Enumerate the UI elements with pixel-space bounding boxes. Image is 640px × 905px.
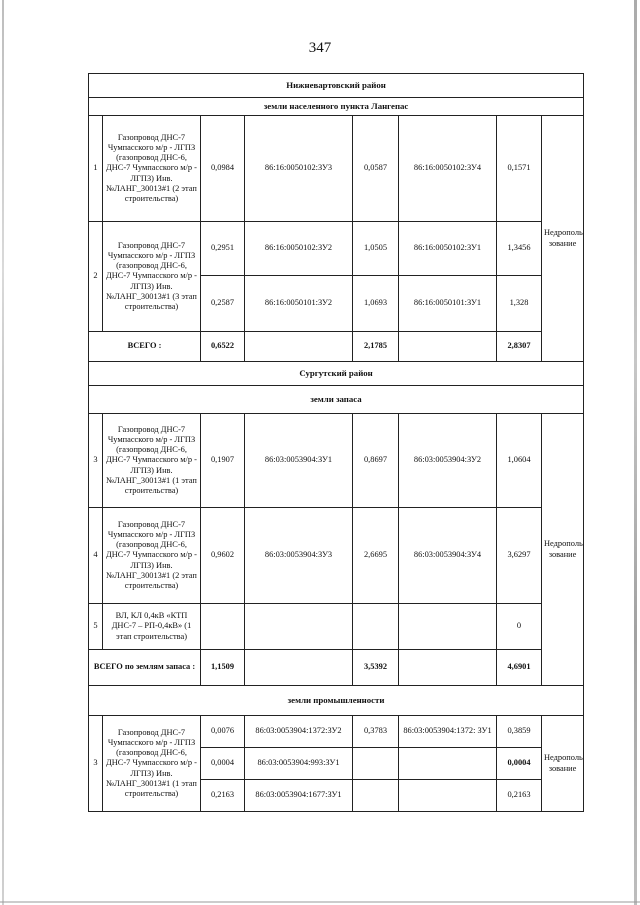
category-row <box>89 686 584 716</box>
category-row <box>89 98 584 116</box>
row-number: 3 <box>89 414 103 508</box>
total-area: 3,5392 <box>353 650 399 686</box>
area-value: 0,8697 <box>353 414 399 508</box>
object-description: Газопровод ДНС-7 Чумпасского м/р - ЛГПЗ (газопровод ДНС-6, ДНС-7 Чумпасского м/р - ЛГПЗ) Инв. №ЛАНГ_30013#1 (3 этап строительства) <box>103 222 201 332</box>
area-value: 0,0004 <box>201 748 245 780</box>
area-total: 0,2163 <box>497 780 542 812</box>
area-value: 1,0505 <box>353 222 399 276</box>
empty-cell <box>399 332 497 362</box>
total-area: 0,6522 <box>201 332 245 362</box>
empty-cell <box>245 650 353 686</box>
cadastral-number: 86:03:0053904:1372:ЗУ2 <box>245 716 353 748</box>
scan-edge-left <box>2 0 4 905</box>
cadastral-number: 86:16:0050102:ЗУ3 <box>245 116 353 222</box>
area-value: 0,2587 <box>201 276 245 332</box>
district-row <box>89 362 584 386</box>
cadastral-number: 86:03:0053904:ЗУ4 <box>399 508 497 604</box>
empty-cell <box>399 604 497 650</box>
cadastral-number: 86:03:0053904:ЗУ1 <box>245 414 353 508</box>
cadastral-number: 86:16:0050101:ЗУ2 <box>245 276 353 332</box>
total-row <box>89 332 584 362</box>
cadastral-number: 86:03:0053904:ЗУ2 <box>399 414 497 508</box>
empty-cell <box>353 604 399 650</box>
table-row <box>89 508 584 604</box>
category-row <box>89 386 584 414</box>
cadastral-number: 86:16:0050102:ЗУ4 <box>399 116 497 222</box>
object-description: Газопровод ДНС-7 Чумпасского м/р - ЛГПЗ (газопровод ДНС-6, ДНС-7 Чумпасского м/р - ЛГПЗ) Инв. №ЛАНГ_30013#1 (2 этап строительства) <box>103 508 201 604</box>
area-total: 0,1571 <box>497 116 542 222</box>
object-description: Газопровод ДНС-7 Чумпасского м/р - ЛГПЗ (газопровод ДНС-6, ДНС-7 Чумпасского м/р - ЛГПЗ) Инв. №ЛАНГ_30013#1 (1 этап строительства) <box>103 716 201 812</box>
table-row <box>89 716 584 748</box>
area-total: 3,6297 <box>497 508 542 604</box>
row-number: 4 <box>89 508 103 604</box>
empty-cell <box>399 748 497 780</box>
total-area: 2,8307 <box>497 332 542 362</box>
total-row <box>89 650 584 686</box>
object-description: ВЛ, КЛ 0,4кВ «КТП ДНС-7 – РП-0,4кВ» (1 этап строительства) <box>103 604 201 650</box>
area-total: 0 <box>497 604 542 650</box>
cadastral-number: 86:16:0050102:ЗУ1 <box>399 222 497 276</box>
area-total: 0,0004 <box>497 748 542 780</box>
row-number: 3 <box>89 716 103 812</box>
empty-cell <box>399 780 497 812</box>
empty-cell <box>353 780 399 812</box>
cadastral-number: 86:03:0053904:1372: ЗУ1 <box>399 716 497 748</box>
area-value: 0,3783 <box>353 716 399 748</box>
area-value: 0,9602 <box>201 508 245 604</box>
table-row <box>89 414 584 508</box>
object-description: Газопровод ДНС-7 Чумпасского м/р - ЛГПЗ (газопровод ДНС-6, ДНС-7 Чумпасского м/р - ЛГПЗ) Инв. №ЛАНГ_30013#1 (2 этап строительства) <box>103 116 201 222</box>
page-number: 347 <box>308 40 332 56</box>
table-row <box>89 604 584 650</box>
cadastral-number: 86:16:0050102:ЗУ2 <box>245 222 353 276</box>
land-use-cell: Недрополь зование <box>542 414 584 686</box>
empty-cell <box>353 748 399 780</box>
land-plots-table <box>88 73 584 812</box>
land-use-cell: Недрополь зование <box>542 116 584 362</box>
area-value: 2,6695 <box>353 508 399 604</box>
district-header: Нижневартовский район <box>89 74 584 98</box>
empty-cell <box>245 604 353 650</box>
area-value: 1,0693 <box>353 276 399 332</box>
table-row <box>89 222 584 276</box>
table-row <box>89 116 584 222</box>
cadastral-number: 86:03:0053904:993:ЗУ1 <box>245 748 353 780</box>
row-number: 1 <box>89 116 103 222</box>
area-total: 0,3859 <box>497 716 542 748</box>
area-value: 0,1907 <box>201 414 245 508</box>
category-header: земли населенного пункта Лангепас <box>89 98 584 116</box>
object-description: Газопровод ДНС-7 Чумпасского м/р - ЛГПЗ (газопровод ДНС-6, ДНС-7 Чумпасского м/р - ЛГПЗ) Инв. №ЛАНГ_30013#1 (1 этап строительства) <box>103 414 201 508</box>
area-total: 1,3456 <box>497 222 542 276</box>
row-number: 2 <box>89 222 103 332</box>
cadastral-number: 86:03:0053904:1677:ЗУ1 <box>245 780 353 812</box>
total-area: 2,1785 <box>353 332 399 362</box>
cadastral-number: 86:03:0053904:ЗУ3 <box>245 508 353 604</box>
district-header: Сургутский район <box>89 362 584 386</box>
district-row <box>89 74 584 98</box>
scan-edge-right <box>634 0 637 905</box>
total-label: ВСЕГО по землям запаса : <box>89 650 201 686</box>
area-total: 1,0604 <box>497 414 542 508</box>
area-value: 0,0076 <box>201 716 245 748</box>
cadastral-number: 86:16:0050101:ЗУ1 <box>399 276 497 332</box>
area-value: 0,0984 <box>201 116 245 222</box>
total-area: 4,6901 <box>497 650 542 686</box>
empty-cell <box>201 604 245 650</box>
empty-cell <box>399 650 497 686</box>
empty-cell <box>245 332 353 362</box>
scan-edge-bottom <box>0 901 640 903</box>
area-value: 0,2163 <box>201 780 245 812</box>
category-header: земли запаса <box>89 386 584 414</box>
area-value: 0,2951 <box>201 222 245 276</box>
area-value: 0,0587 <box>353 116 399 222</box>
total-area: 1,1509 <box>201 650 245 686</box>
category-header: земли промышленности <box>89 686 584 716</box>
total-label: ВСЕГО : <box>89 332 201 362</box>
land-use-cell: Недрополь зование <box>542 716 584 812</box>
area-total: 1,328 <box>497 276 542 332</box>
row-number: 5 <box>89 604 103 650</box>
